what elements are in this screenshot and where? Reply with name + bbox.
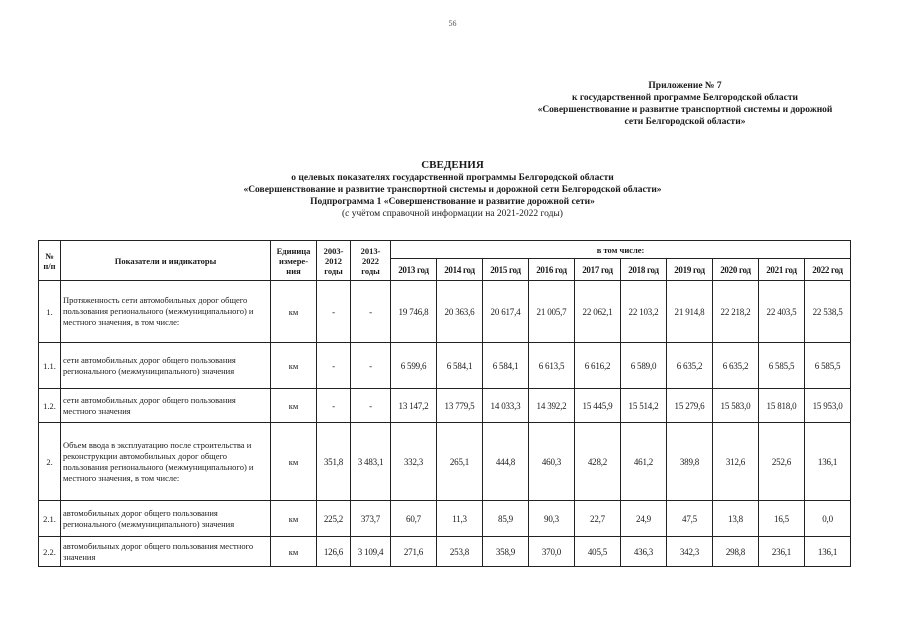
row-year-value: 6 613,5	[529, 343, 575, 389]
row-year-value: 21 005,7	[529, 281, 575, 343]
row-period-2003-2012: -	[317, 281, 351, 343]
row-year-value: 13 147,2	[391, 389, 437, 423]
header-year: 2014 год	[437, 259, 483, 281]
row-indicator: автомобильных дорог общего пользования регионального (межмуниципального) значения	[61, 501, 271, 537]
appendix-line-1: Приложение № 7	[648, 81, 722, 91]
row-year-value: 253,8	[437, 537, 483, 567]
row-unit: км	[271, 537, 317, 567]
row-year-value: 22 218,2	[713, 281, 759, 343]
title-line-2: «Совершенствование и развитие транспортной системы и дорожной сети Белгородской области»	[243, 185, 662, 195]
row-indicator: сети автомобильных дорог общего пользования регионального (межмуниципального) значения	[61, 343, 271, 389]
row-period-2003-2012: -	[317, 343, 351, 389]
row-unit: км	[271, 501, 317, 537]
row-unit: км	[271, 423, 317, 501]
row-year-value: 6 616,2	[575, 343, 621, 389]
row-year-value: 136,1	[805, 537, 851, 567]
header-year: 2013 год	[391, 259, 437, 281]
row-year-value: 236,1	[759, 537, 805, 567]
appendix-line-3: «Совершенствование и развитие транспортной системы и дорожной	[537, 105, 833, 115]
row-year-value: 11,3	[437, 501, 483, 537]
row-year-value: 6 585,5	[805, 343, 851, 389]
row-year-value: 332,3	[391, 423, 437, 501]
row-year-value: 6 635,2	[667, 343, 713, 389]
row-year-value: 15 279,6	[667, 389, 713, 423]
table-row	[39, 501, 851, 537]
indicators-table	[38, 240, 851, 567]
header-year: 2017 год	[575, 259, 621, 281]
row-period-2013-2022: 3 483,1	[351, 423, 391, 501]
header-num: № п/п	[39, 241, 61, 281]
row-year-value: 15 953,0	[805, 389, 851, 423]
table-row	[39, 281, 851, 343]
row-period-2013-2022: -	[351, 281, 391, 343]
row-year-value: 13 779,5	[437, 389, 483, 423]
row-year-value: 6 599,6	[391, 343, 437, 389]
row-indicator: Объем ввода в эксплуатацию после строительства и реконструкции автомобильных дорог общего пользования регионального (межмуниципального) и местного значения, в том числе:	[61, 423, 271, 501]
appendix-line-4: сети Белгородской области»	[624, 117, 746, 127]
row-unit: км	[271, 281, 317, 343]
row-year-value: 20 363,6	[437, 281, 483, 343]
row-year-value: 428,2	[575, 423, 621, 501]
row-year-value: 460,3	[529, 423, 575, 501]
title-line-1: о целевых показателях государственной программы Белгородской области	[291, 173, 614, 183]
row-year-value: 444,8	[483, 423, 529, 501]
row-year-value: 15 583,0	[713, 389, 759, 423]
row-year-value: 24,9	[621, 501, 667, 537]
row-period-2003-2012: 126,6	[317, 537, 351, 567]
table-row	[39, 389, 851, 423]
row-year-value: 22 103,2	[621, 281, 667, 343]
row-year-value: 85,9	[483, 501, 529, 537]
row-number: 2.	[39, 423, 61, 501]
row-period-2003-2012: 351,8	[317, 423, 351, 501]
row-number: 2.2.	[39, 537, 61, 567]
table-row	[39, 423, 851, 501]
header-year: 2015 год	[483, 259, 529, 281]
title-heading: СВЕДЕНИЯ	[421, 159, 484, 171]
row-year-value: 252,6	[759, 423, 805, 501]
row-year-value: 342,3	[667, 537, 713, 567]
row-year-value: 16,5	[759, 501, 805, 537]
table-row	[39, 343, 851, 389]
row-year-value: 389,8	[667, 423, 713, 501]
row-year-value: 14 392,2	[529, 389, 575, 423]
row-indicator: автомобильных дорог общего пользования местного значения	[61, 537, 271, 567]
row-number: 1.2.	[39, 389, 61, 423]
row-year-value: 22,7	[575, 501, 621, 537]
appendix-header	[500, 80, 870, 128]
row-year-value: 60,7	[391, 501, 437, 537]
row-year-value: 19 746,8	[391, 281, 437, 343]
row-number: 1.	[39, 281, 61, 343]
title-line-4: (с учётом справочной информации на 2021-2022 годы)	[342, 209, 563, 219]
header-year: 2021 год	[759, 259, 805, 281]
row-period-2013-2022: 373,7	[351, 501, 391, 537]
header-year: 2018 год	[621, 259, 667, 281]
row-year-value: 21 914,8	[667, 281, 713, 343]
appendix-line-2: к государственной программе Белгородской области	[571, 93, 798, 103]
row-year-value: 22 538,5	[805, 281, 851, 343]
header-year: 2016 год	[529, 259, 575, 281]
row-period-2003-2012: 225,2	[317, 501, 351, 537]
row-number: 1.1.	[39, 343, 61, 389]
row-year-value: 15 818,0	[759, 389, 805, 423]
row-year-value: 20 617,4	[483, 281, 529, 343]
row-year-value: 298,8	[713, 537, 759, 567]
header-period-2013-2022: 2013-2022 годы	[351, 241, 391, 281]
row-period-2003-2012: -	[317, 389, 351, 423]
row-year-value: 370,0	[529, 537, 575, 567]
row-year-value: 265,1	[437, 423, 483, 501]
row-year-value: 436,3	[621, 537, 667, 567]
header-period-2003-2012: 2003-2012 годы	[317, 241, 351, 281]
row-year-value: 358,9	[483, 537, 529, 567]
header-year: 2022 год	[805, 259, 851, 281]
row-year-value: 136,1	[805, 423, 851, 501]
row-year-value: 6 584,1	[483, 343, 529, 389]
row-year-value: 0,0	[805, 501, 851, 537]
row-unit: км	[271, 343, 317, 389]
title-line-3: Подпрограмма 1 «Совершенствование и развитие дорожной сети»	[310, 197, 595, 207]
row-year-value: 47,5	[667, 501, 713, 537]
row-year-value: 271,6	[391, 537, 437, 567]
row-indicator: сети автомобильных дорог общего пользования местного значения	[61, 389, 271, 423]
row-indicator: Протяженность сети автомобильных дорог общего пользования регионального (межмуниципального) и местного значения, в том числе:	[61, 281, 271, 343]
row-period-2013-2022: 3 109,4	[351, 537, 391, 567]
row-year-value: 6 589,0	[621, 343, 667, 389]
header-year: 2020 год	[713, 259, 759, 281]
header-indicator: Показатели и индикаторы	[61, 241, 271, 281]
row-year-value: 405,5	[575, 537, 621, 567]
document-title	[0, 158, 905, 220]
table-row	[39, 537, 851, 567]
row-year-value: 6 584,1	[437, 343, 483, 389]
header-including: в том числе:	[391, 241, 851, 259]
row-year-value: 14 033,3	[483, 389, 529, 423]
header-year: 2019 год	[667, 259, 713, 281]
row-year-value: 90,3	[529, 501, 575, 537]
row-year-value: 22 062,1	[575, 281, 621, 343]
page-number: 56	[448, 19, 457, 28]
row-year-value: 15 445,9	[575, 389, 621, 423]
row-year-value: 461,2	[621, 423, 667, 501]
row-number: 2.1.	[39, 501, 61, 537]
row-period-2013-2022: -	[351, 343, 391, 389]
row-year-value: 22 403,5	[759, 281, 805, 343]
row-year-value: 6 635,2	[713, 343, 759, 389]
row-unit: км	[271, 389, 317, 423]
row-year-value: 13,8	[713, 501, 759, 537]
row-year-value: 6 585,5	[759, 343, 805, 389]
header-unit: Единица измере-ния	[271, 241, 317, 281]
row-period-2013-2022: -	[351, 389, 391, 423]
row-year-value: 15 514,2	[621, 389, 667, 423]
row-year-value: 312,6	[713, 423, 759, 501]
